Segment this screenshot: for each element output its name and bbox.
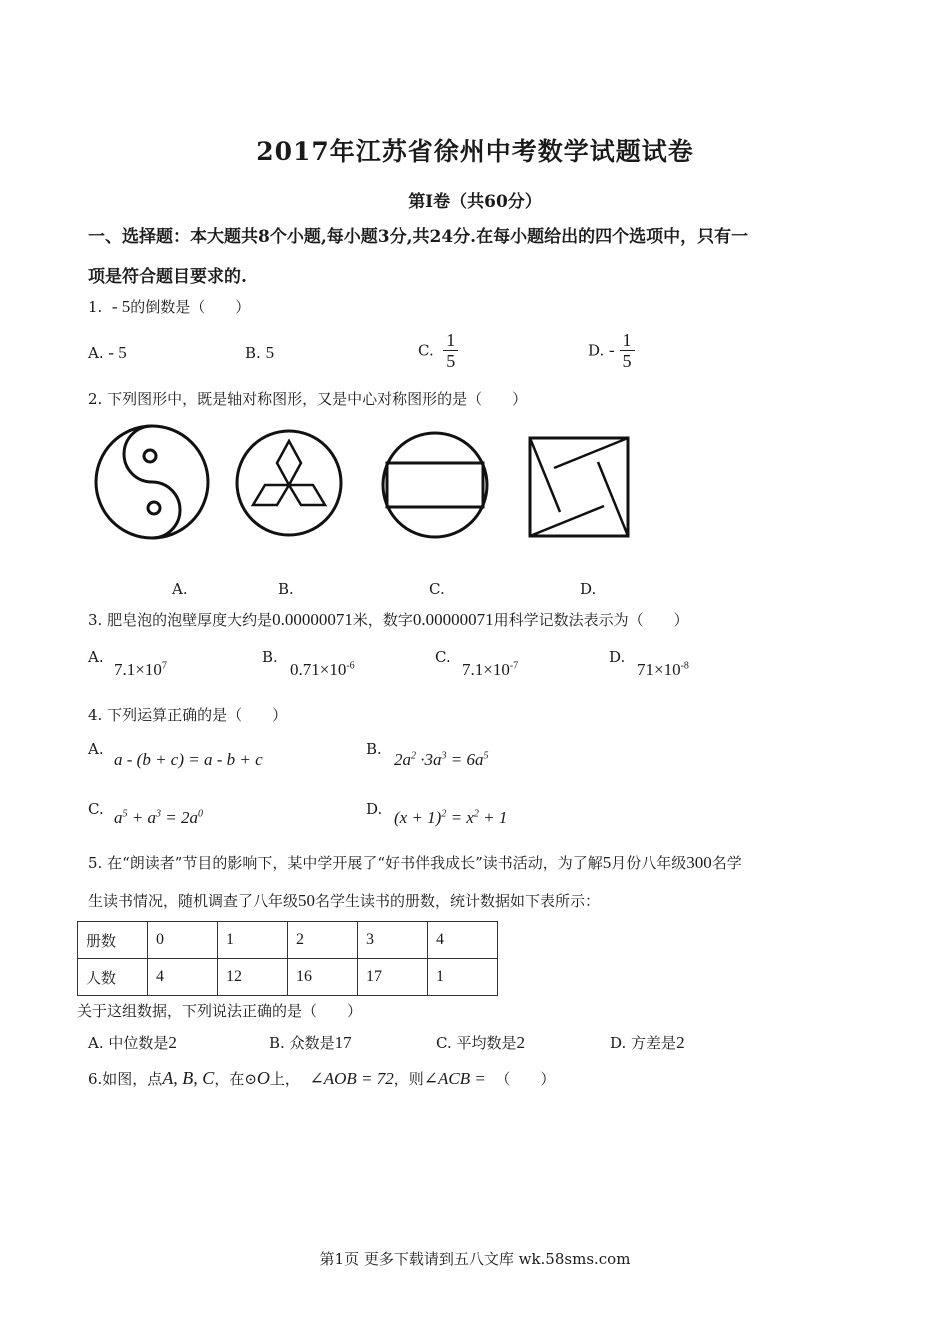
- q5-option-a: A. 中位数是2: [88, 1033, 177, 1052]
- table-cell: 17: [358, 959, 428, 996]
- page-title: 2017年江苏省徐州中考数学试题试卷: [256, 137, 694, 166]
- question-4: 4. 下列运算正确的是（ ）: [88, 706, 288, 724]
- page-footer: 第1页 更多下载请到五八文库 wk.58sms.com: [319, 1250, 631, 1268]
- math-expr: ∠ACB =: [423, 1069, 486, 1088]
- q1-option-c: C. $\frac{1}{5}$: [418, 330, 458, 371]
- q1-option-a: A. - 5: [88, 343, 127, 362]
- figure-label-b: B.: [278, 580, 294, 598]
- table-cell: 16: [288, 959, 358, 996]
- table-cell: 4: [428, 922, 498, 959]
- table-cell: 1: [428, 959, 498, 996]
- table-cell: 3: [358, 922, 428, 959]
- question-1: [88, 296, 250, 317]
- fraction: $\frac{1}{5}$: [620, 330, 635, 371]
- q5-option-c: C. 平均数是2: [436, 1033, 526, 1052]
- math-expr: 300: [686, 853, 712, 872]
- section-heading-line2: 项是符合题目要求的.: [88, 267, 247, 287]
- q4-option-d: $(x + 1)^2 = x^2 + 1$: [394, 808, 508, 827]
- q3-option-a-label: A.: [88, 648, 104, 666]
- question-6: 6.如图，点A, B, C，在⊙O上， ∠AOB = 72，则∠ACB = （ ）: [88, 1068, 556, 1088]
- q4-option-b-label: B.: [366, 740, 382, 758]
- table-cell: 1: [218, 922, 288, 959]
- question-text: 的倒数是（ ）: [130, 298, 251, 316]
- math-expr: A, B, C: [162, 1068, 215, 1088]
- q5-option-d: D. 方差是2: [610, 1033, 685, 1052]
- math-expr: ∠AOB = 72: [309, 1069, 394, 1088]
- figure-label-d: D.: [580, 580, 597, 598]
- q1-option-d: D. - $\frac{1}{5}$: [588, 330, 635, 371]
- math-expr: 5: [602, 853, 612, 872]
- table-row: [78, 959, 498, 996]
- table-cell: 册数: [78, 922, 148, 959]
- q4-option-c: $a^5 + a^3 = 2a^0$: [114, 808, 203, 827]
- q3-option-d-label: D.: [609, 648, 626, 666]
- math-expr: - 5: [111, 297, 131, 316]
- figure-label-c: C.: [429, 580, 445, 598]
- fraction: $\frac{1}{5}$: [443, 330, 458, 371]
- q4-option-d-label: D.: [366, 800, 383, 818]
- math-expr: O: [256, 1068, 270, 1088]
- question-number: 1.: [88, 298, 103, 316]
- yin-yang-figure: [92, 422, 212, 542]
- q3-option-b-label: B.: [262, 648, 278, 666]
- question-5-line1: 5. 在“朗读者”节目的影响下，某中学开展了“好书伴我成长”读书活动，为了解5月份八年级300名学: [88, 853, 742, 872]
- q4-option-b: $2a^2 \cdot 3a^3 = 6a^5$: [394, 750, 489, 769]
- question-5-prompt: 关于这组数据，下列说法正确的是（ ）: [77, 1002, 363, 1020]
- table-cell: 2: [288, 922, 358, 959]
- section-heading-line1: 一、选择题：本大题共8个小题,每小题3分,共24分.在每小题给出的四个选项中，只有一: [88, 227, 749, 247]
- table-cell: 0: [148, 922, 218, 959]
- section-subtitle: 第Ⅰ卷（共60分）: [408, 192, 542, 212]
- q1-option-b: B. 5: [245, 343, 275, 362]
- q3-option-a: $7.1\times 10^7$: [114, 660, 167, 679]
- q3-option-c-label: C.: [435, 648, 451, 666]
- question-5-line2: 生读书情况，随机调查了八年级50名学生读书的册数，统计数据如下表所示：: [88, 891, 601, 910]
- question-3: 3. 肥皂泡的泡壁厚度大约是0.00000071米，数字0.00000071用科学记数法表示为（ ）: [88, 610, 689, 629]
- math-expr: 50: [298, 891, 316, 910]
- reading-data-table: [77, 921, 498, 996]
- square-pinwheel-figure: [524, 432, 634, 542]
- q3-option-b: $0.71\times 10^{-6}$: [290, 660, 355, 679]
- q4-option-c-label: C.: [88, 800, 104, 818]
- q4-option-a: a - (b + c) = a - b + c: [114, 750, 263, 769]
- table-cell: 12: [218, 959, 288, 996]
- table-cell: 人数: [78, 959, 148, 996]
- q4-option-a-label: A.: [88, 740, 104, 758]
- question-2: 2. 下列图形中，既是轴对称图形，又是中心对称图形的是（ ）: [88, 390, 528, 408]
- math-expr: 0.00000071: [412, 610, 494, 629]
- circle-rectangle-figure: [379, 429, 491, 541]
- table-cell: 4: [148, 959, 218, 996]
- math-expr: 0.00000071: [272, 610, 353, 629]
- table-row: [78, 922, 498, 959]
- q5-option-b: B. 众数是17: [269, 1033, 352, 1052]
- q3-option-c: $7.1\times 10^{-7}$: [462, 660, 519, 679]
- q3-option-d: $71\times 10^{-8}$: [637, 660, 689, 679]
- three-rhombus-figure: [233, 427, 345, 539]
- figure-label-a: A.: [172, 580, 188, 598]
